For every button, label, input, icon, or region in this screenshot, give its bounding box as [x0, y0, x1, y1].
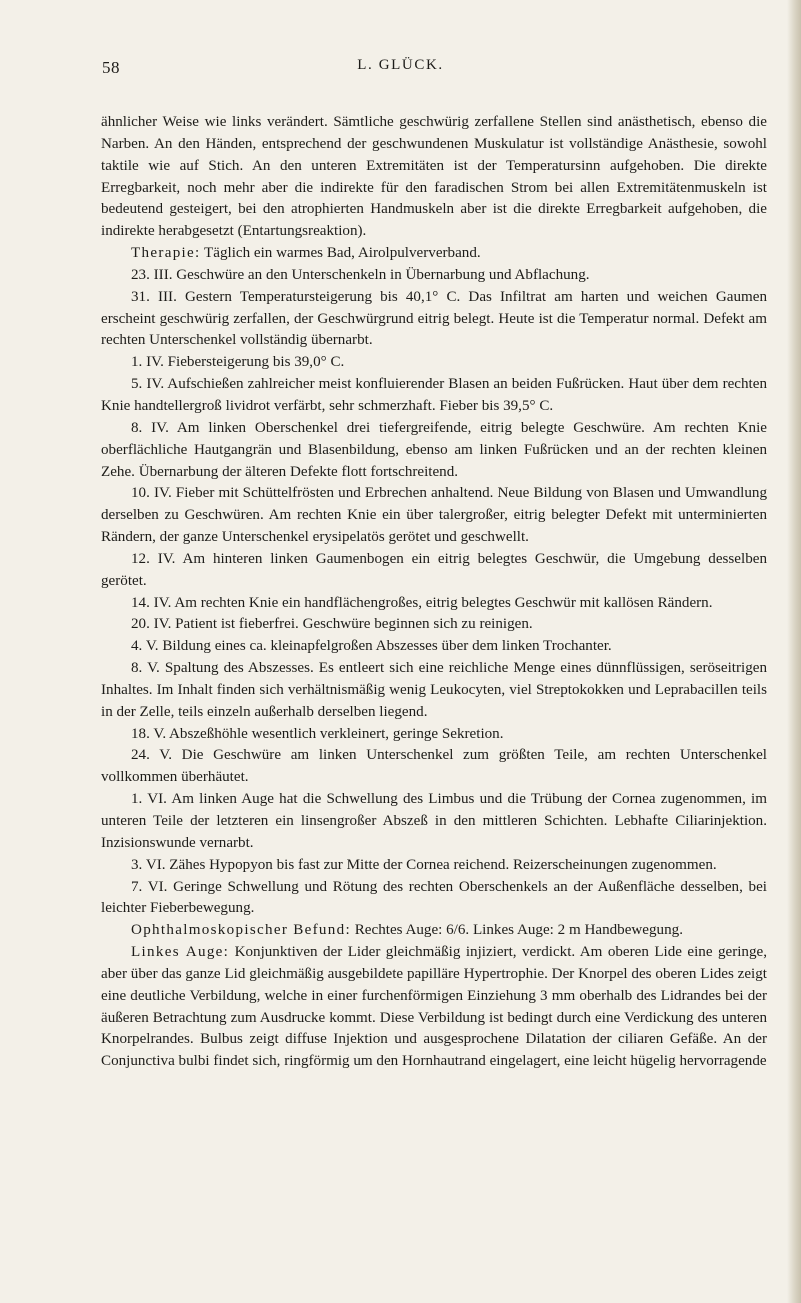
paragraph-text: 7. VI. Geringe Schwellung und Rötung des rechten Oberschenkels an der Außenfläche desselben, bei leichter Fieberbewegung.: [101, 878, 767, 917]
paragraph-text: 18. V. Abszeßhöhle wesentlich verkleinert, geringe Sekretion.: [131, 725, 504, 742]
paragraph-text: 20. IV. Patient ist fieberfrei. Geschwüre beginnen sich zu reinigen.: [131, 616, 533, 633]
page-number: 58: [102, 58, 120, 77]
paragraph: [101, 636, 767, 658]
paragraph: [101, 855, 767, 877]
paragraph: [101, 374, 767, 418]
paragraph-text: 1. IV. Fiebersteigerung bis 39,0° C.: [131, 354, 345, 371]
paragraph-text: 5. IV. Aufschießen zahlreicher meist konfluierender Blasen an beiden Fußrücken. Haut über dem rechten Knie handtellergroß lividrot verfärbt, sehr schmerzhaft. Fieber bis 39,5° C.: [101, 376, 767, 414]
paragraph-text: Konjunktiven der Lider gleichmäßig injiziert, verdickt. Am oberen Lide eine geringe, aber über das ganze Lid gleichmäßig ausgebildete papilläre Hypertrophie. Der Knorpel des oberen Lides zeigt eine deutliche Verbildung, welche in einer furchenförmigen Einziehung 3 mm oberhalb des Lidrandes bei der äußeren Betrachtung zum Ausdrucke kommt. Diese Verbildung ist bedingt durch eine Verdickung des unteren Knorpelrandes. Bulbus zeigt diffuse Injektion und ausgesprochene Dilatation der ciliaren Gefäße. An der Conjunctiva bulbi findet sich, ringförmig um den Hornhautrand eingelagert, eine leicht hügelig hervorragende: [101, 944, 767, 1070]
paragraph-lead: Therapie:: [131, 245, 201, 262]
paragraph-text: 10. IV. Fieber mit Schüttelfrösten und Erbrechen anhaltend. Neue Bildung von Blasen und Umwandlung derselben zu Geschwüren. Am rechten Knie ein über talergroßer, eitrig belegter Defekt mit unterminierten Rändern, der ganze Unterschenkel erysipelatös gerötet und geschwellt.: [101, 485, 767, 546]
paragraph: [101, 243, 767, 265]
paragraph: [101, 352, 767, 374]
paragraph-text: 12. IV. Am hinteren linken Gaumenbogen ein eitrig belegtes Geschwür, die Umgebung desselben gerötet.: [101, 550, 767, 589]
paragraph: [101, 593, 767, 615]
paragraph: [101, 942, 767, 1073]
paragraph: [101, 724, 767, 746]
paragraph: [101, 112, 767, 243]
paragraph-text: 8. V. Spaltung des Abszesses. Es entleert sich eine reichliche Menge eines dünnflüssigen, seröseitrigen Inhaltes. Im Inhalt finden sich verhältnismäßig wenig Leukocyten, viel Streptokokken und Leprabacillen teils in der Zelle, teils einzeln außerhalb derselben liegend.: [101, 660, 767, 720]
paragraph: [101, 789, 767, 855]
paragraph-text: 31. III. Gestern Temperatursteigerung bis 40,1° C. Das Infiltrat am harten und weichen Gaumen erscheint geschwürig zerfallen, der Geschwürgrund eitrig belegt. Heute ist die Temperatur normal. Defekt am rechten Unterschenkel vollständig übernarbt.: [101, 288, 767, 349]
body-text: [101, 112, 767, 1073]
paragraph: [101, 658, 767, 724]
paragraph: [101, 549, 767, 593]
paragraph: [101, 265, 767, 287]
paragraph-text: 4. V. Bildung eines ca. kleinapfelgroßen Abszesses über dem linken Trochanter.: [131, 638, 612, 655]
paragraph: [101, 287, 767, 353]
paragraph-text: 23. III. Geschwüre an den Unterschenkeln in Übernarbung und Abflachung.: [131, 266, 590, 283]
running-head: [0, 54, 801, 80]
paragraph: [101, 418, 767, 484]
paragraph-text: Täglich ein warmes Bad, Airolpulververband.: [200, 245, 481, 262]
author-running-title: L. GLÜCK.: [357, 57, 444, 73]
paragraph-text: Rechtes Auge: 6/6. Linkes Auge: 2 m Handbewegung.: [350, 922, 683, 939]
paragraph: [101, 920, 767, 942]
paragraph-text: 24. V. Die Geschwüre am linken Unterschenkel zum größten Teile, am rechten Unterschenkel vollkommen überhäutet.: [101, 747, 767, 786]
paragraph: [101, 877, 767, 921]
paragraph: [101, 745, 767, 789]
paragraph-lead: Linkes Auge:: [131, 944, 230, 961]
paragraph-text: 8. IV. Am linken Oberschenkel drei tiefergreifende, eitrig belegte Geschwüre. Am rechten Knie oberflächliche Hautgangrän und Blasenbildung, ebenso am linken Fußrücken und an der rechten kleinen Zehe. Übernarbung der älteren Defekte flott fortschreitend.: [101, 419, 767, 480]
paragraph: [101, 614, 767, 636]
paragraph-text: ähnlicher Weise wie links verändert. Sämtliche geschwürig zerfallene Stellen sind anästhetisch, ebenso die Narben. An den Händen, entsprechend der geschwundenen Muskulatur ist vollständige Anästhesie, sowohl taktile wie auf Stich. An den unteren Extremitäten ist der Temperatursinn aufgehoben. Die direkte Erregbarkeit, noch mehr aber die indirekte für den faradischen Strom bei allen Extremitätenmuskeln ist bedeutend gesteigert, bei den atrophierten Handmuskeln aber ist die direkte Erregbarkeit aufgehoben, die indirekte herabgesetzt (Entartungsreaktion).: [101, 114, 767, 240]
paragraph-text: 3. VI. Zähes Hypopyon bis fast zur Mitte der Cornea reichend. Reizerscheinungen zugenommen.: [131, 856, 717, 873]
paragraph: [101, 483, 767, 549]
paragraph-text: 1. VI. Am linken Auge hat die Schwellung des Limbus und die Trübung der Cornea zugenommen, im unteren Teile der letzteren ein linsengroßer Abszeß in den mittleren Schichten. Lebhafte Ciliarinjektion. Inzisionswunde vernarbt.: [101, 791, 767, 851]
paragraph-text: 14. IV. Am rechten Knie ein handflächengroßes, eitrig belegtes Geschwür mit kallösen Rändern.: [131, 594, 713, 611]
paragraph-lead: Ophthalmoskopischer Befund:: [131, 922, 351, 939]
page-edge-shadow: [787, 0, 801, 1303]
